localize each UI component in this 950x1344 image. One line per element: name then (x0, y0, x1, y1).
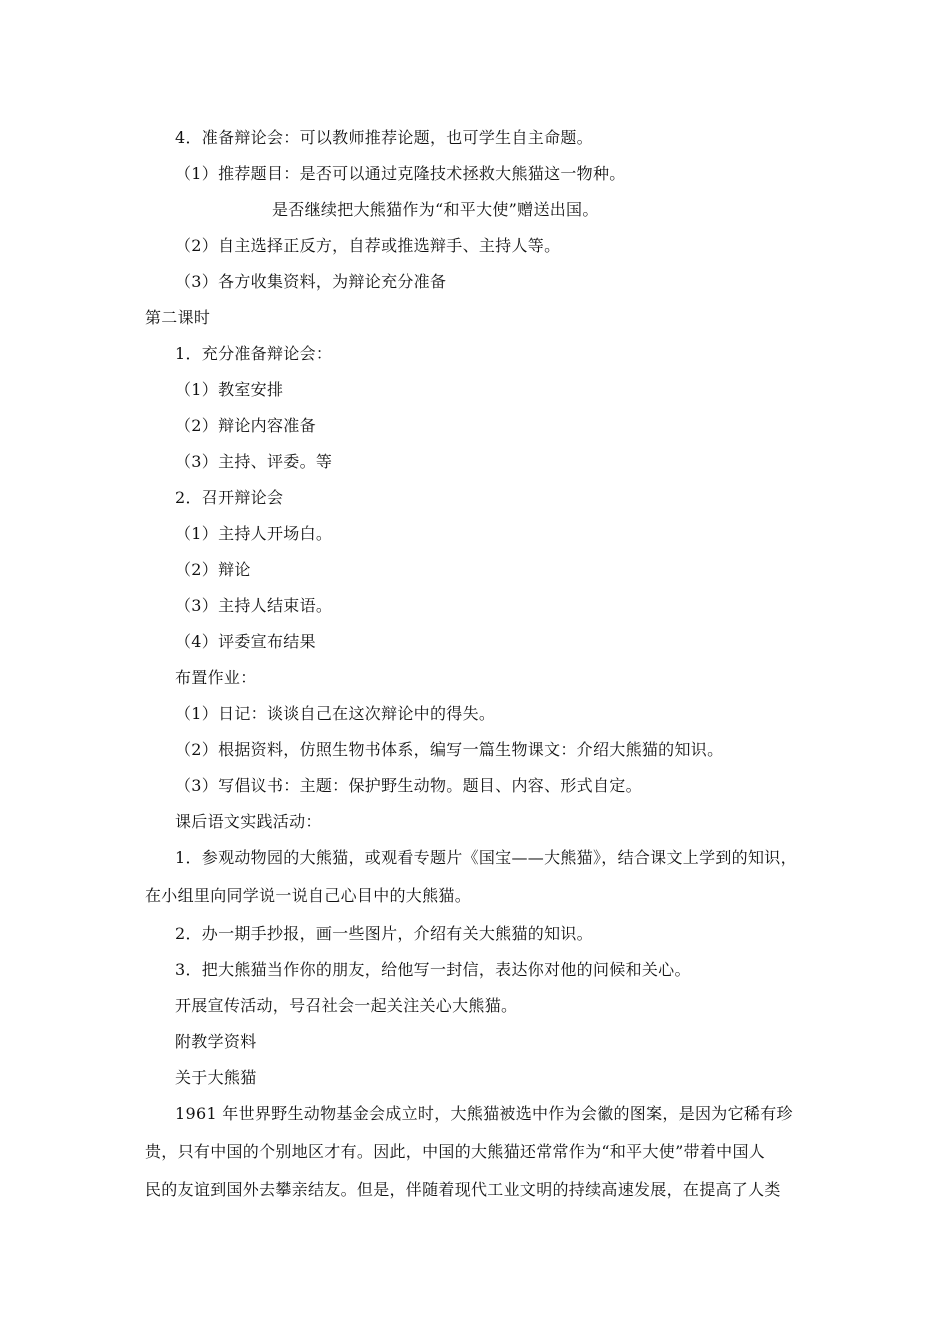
sub-item-3: （3）各方收集资料，为辩论充分准备 (175, 272, 447, 291)
debate-sub-2: （2）辩论 (175, 560, 251, 579)
practice-1-line-1: 1．参观动物园的大熊猫，或观看专题片《国宝——大熊猫》，结合课文上学到的知识， (175, 848, 797, 867)
practice-1-line-2: 在小组里向同学说一说自己心目中的大熊猫。 (145, 886, 472, 905)
homework-1: （1）日记：谈谈自己在这次辩论中的得失。 (175, 704, 496, 723)
homework-3: （3）写倡议书：主题：保护野生动物。题目、内容、形式自定。 (175, 776, 642, 795)
practice-3: 3．把大熊猫当作你的朋友，给他写一封信，表达你对他的问候和关心。 (175, 960, 691, 979)
practice-2: 2．办一期手抄报，画一些图片，介绍有关大熊猫的知识。 (175, 924, 593, 943)
prepare-sub-1: （1）教室安排 (175, 380, 284, 399)
homework-heading: 布置作业： (175, 668, 257, 687)
recommended-topic-2: 是否继续把大熊猫作为“和平大使”赠送出国。 (272, 200, 599, 219)
debate-sub-3: （3）主持人结束语。 (175, 596, 333, 615)
prepare-sub-3: （3）主持、评委。等 (175, 452, 333, 471)
paragraph-line-3: 民的友谊到国外去攀亲结友。但是，伴随着现代工业文明的持续高速发展，在提高了人类 (145, 1180, 781, 1199)
appendix-heading: 附教学资料 (175, 1032, 257, 1051)
item-1-prepare: 1．充分准备辩论会： (175, 344, 333, 363)
paragraph-line-1: 1961 年世界野生动物基金会成立时，大熊猫被选中作为会徽的图案，是因为它稀有珍 (175, 1104, 793, 1123)
about-panda-heading: 关于大熊猫 (175, 1068, 257, 1087)
prepare-sub-2: （2）辩论内容准备 (175, 416, 316, 435)
paragraph-line-2: 贵，只有中国的个别地区才有。因此，中国的大熊猫还常常作为“和平大使”带着中国人 (145, 1142, 766, 1161)
practice-heading: 课后语文实践活动： (175, 812, 322, 831)
debate-sub-4: （4）评委宣布结果 (175, 632, 316, 651)
section-heading-second-lesson: 第二课时 (145, 308, 211, 327)
item-4-prepare-debate: 4．准备辩论会：可以教师推荐论题，也可学生自主命题。 (175, 128, 593, 147)
publicity-activity: 开展宣传活动，号召社会一起关注关心大熊猫。 (175, 996, 518, 1015)
debate-sub-1: （1）主持人开场白。 (175, 524, 333, 543)
recommended-topic-1: （1）推荐题目：是否可以通过克隆技术拯救大熊猫这一物种。 (175, 164, 626, 183)
homework-2: （2）根据资料，仿照生物书体系，编写一篇生物课文：介绍大熊猫的知识。 (175, 740, 724, 759)
item-2-hold-debate: 2．召开辩论会 (175, 488, 284, 507)
sub-item-2: （2）自主选择正反方，自荐或推选辩手、主持人等。 (175, 236, 561, 255)
